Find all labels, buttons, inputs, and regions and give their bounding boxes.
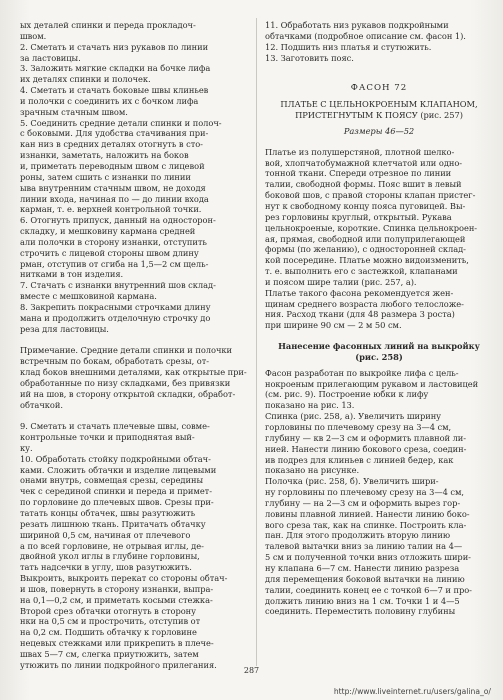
text-line: ну клапана 6—7 см. Нанести линию разреза	[265, 562, 460, 573]
page-number: 287	[243, 666, 260, 675]
text-line: по горловине до плечевых швов. Срезы при-	[20, 497, 214, 508]
text-line: встречным по бокам, обработать срезы, от-	[20, 356, 209, 367]
text-line: Фасон разработан по выкройке лифа с цель-	[265, 367, 459, 378]
text-line: контрольные точки и приподнятая вый-	[20, 432, 195, 443]
text-line: Примечание. Средние детали спинки и полочки	[20, 345, 232, 356]
text-line: нецевых стежками или прикрепить в плече-	[20, 638, 214, 649]
text-line: вого среза так, как на спинке. Построить кла-	[265, 519, 467, 530]
text-line: ив подрез для клиньев с линией бедер, как	[265, 454, 454, 465]
title-line: (рис. 258)	[355, 351, 403, 362]
text-line	[20, 410, 252, 421]
dress-description	[265, 147, 493, 331]
title-line: Нанесение фасонных линий на выкройку	[278, 341, 480, 352]
text-line: клад боков внешними деталями, как открытые при-	[20, 367, 247, 377]
text-line: двойной укол иглы в глубине горловины,	[20, 551, 200, 562]
column-divider	[256, 18, 257, 666]
text-line: резать лишнюю ткань. Притачать обтачку	[20, 518, 206, 529]
continued-items	[265, 20, 493, 63]
text-line: нитками в тон изделия.	[20, 269, 124, 280]
text-line: 3. Заложить мягкие складки на бочке лифа	[20, 63, 211, 74]
text-line: талии, соединить конец ее с точкой 6—7 и про-	[265, 584, 472, 595]
text-line: 6. Отогнуть припуск, данный на односторон-	[20, 215, 216, 226]
text-line: обработанные по низу складками, без привязки	[20, 377, 231, 388]
text-line: боковой шов, с правой стороны клапан пристег-	[265, 190, 476, 201]
text-line: тонной ткани. Спереди отрезное по линии	[265, 168, 452, 179]
size-range: Размеры 46—52	[343, 125, 415, 136]
text-line: 9. Сметать и стачать плечевые швы, совме-	[20, 421, 210, 432]
text-line: али полочки в сторону изнанки, отступить	[20, 236, 207, 247]
text-line: с боковыми. Для удобства стачивания при-	[20, 128, 209, 139]
text-line: реза для ластовицы.	[20, 323, 109, 334]
text-line: на 0,1—0,2 см, и приметать косыми стежка-	[20, 594, 213, 605]
text-line: Полочка (рис. 258, б). Увеличить шири-	[265, 476, 439, 487]
text-line: ну горловины по плечевому срезу на 3—4 см,	[265, 487, 465, 498]
text-line: рман, отступив от сгиба на 1,5—2 см щель-	[20, 258, 209, 269]
text-line: Платье из полушерстяной, плотной шелко-	[265, 146, 455, 157]
text-line: Спинка (рис. 258, а). Увеличить ширину	[265, 411, 442, 422]
text-line: ками. Сложить обтачки и изделие лицевыми	[20, 464, 217, 475]
text-line: нут к свободному концу пояса пуговицей. Вы-	[265, 200, 466, 211]
text-line: глубину — на 2—3 см и оформить вырез гор-	[265, 497, 461, 508]
text-line: зрачным стачным швом.	[20, 106, 128, 117]
text-line: ий на шов, в сторону открытой складки, обработ-	[20, 388, 236, 399]
style-heading: ФАСОН 72	[350, 83, 408, 94]
text-line: 8. Закрепить покрасными строчками длину	[20, 301, 211, 312]
text-line: т. е. выполнить его с застежкой, клапанами	[265, 266, 458, 277]
text-line: показано на рисунке.	[265, 465, 360, 476]
text-line: нией. Нанести линию бокового среза, соедин-	[265, 443, 467, 454]
text-line: за ластовицы.	[20, 52, 81, 63]
text-line: изнанки, заметать, наложить на боков	[20, 150, 189, 161]
section-title	[265, 341, 493, 363]
text-line: 5. Соединить средние детали спинки и полоч-	[20, 117, 222, 128]
text-line: и полочки с соединить их с бочком лифа	[20, 95, 199, 106]
text-line: талии, свободной формы. Пояс вшит в левый	[265, 179, 462, 190]
text-line: татать концы обтачек, швы разутюжить	[20, 507, 196, 518]
style-title	[265, 99, 493, 121]
text-line: линии входа, начиная по — до линии входа	[20, 193, 209, 204]
text-line: ловины плавной линией. Нанести линию боко-	[265, 508, 470, 519]
text-line: строчить с лицевой стороны швом длину	[20, 247, 199, 258]
text-line: глубину — кв 2—3 см и оформить плавной ли-	[265, 432, 467, 443]
text-line: и поясом шире талии (рис. 257, а).	[265, 276, 417, 287]
text-line: 11. Обработать низ рукавов подкройными	[265, 20, 449, 30]
text-line: Второй срез обтачки отогнуть в сторону	[20, 605, 196, 616]
text-line: кой посередине. Платье можно видоизменить,	[265, 255, 469, 266]
text-line: ку.	[20, 442, 33, 453]
text-line: утюжить по линии подкройного прилегания.	[20, 659, 217, 670]
text-line: при ширине 90 см — 2 м 50 см.	[265, 320, 402, 331]
text-line: должить линию вниз на 1 см. Точки 1 и 4—5	[265, 595, 460, 606]
text-line: рез горловины круглый, открытый. Рукава	[265, 211, 452, 222]
text-line: обтачкой.	[20, 399, 63, 410]
text-line: ая, прямая, свободной или полуприлегающей	[265, 233, 466, 244]
text-line: показано на рис. 13.	[265, 400, 355, 411]
text-line: 10. Обработать стойку подкройными обтач-	[20, 453, 211, 464]
text-line: 12. Подшить низ платья и стутюжить.	[265, 41, 432, 52]
text-line: ыва внутренним стачным швом, не доходя	[20, 182, 206, 193]
left-column	[20, 20, 252, 671]
instructions-body	[265, 368, 493, 617]
text-line: карман, т. е. верхней контрольной точки.	[20, 204, 202, 215]
text-line	[20, 334, 252, 345]
text-line: роны, затем сшить с изнанки по линии	[20, 171, 191, 182]
text-line: нокроеным прилегающим рукавом и ластовицей	[265, 378, 479, 389]
text-line: их деталях спинки и полочек.	[20, 74, 151, 85]
text-line: ых деталей спинки и переда прокладоч-	[20, 20, 196, 30]
text-line: на 0,2 см. Подшить обтачку к горловине	[20, 627, 197, 638]
text-line: швом.	[20, 30, 47, 41]
text-line: для перемещения боковой вытачки на линию	[265, 573, 465, 584]
text-line: и, приметать переводным швом с лицевой	[20, 160, 205, 171]
title-line: ПЛАТЬЕ С ЦЕЛЬНОКРОЕНЫМ КЛАПАНОМ,	[280, 99, 478, 110]
text-line: пан. Для этого продолжить вторую линию	[265, 530, 450, 541]
text-line: складку, и мешковину кармана средней	[20, 226, 196, 237]
text-line: мана и продолжить отделочную строчку до	[20, 312, 211, 323]
source-url[interactable]: http://www.liveinternet.ru/users/galina_o/	[333, 687, 491, 696]
text-line: щинам среднего возраста любого телосложе-	[265, 298, 464, 309]
text-line: цельнокроеные, короткие. Спинка цельнокроен-	[265, 222, 478, 233]
text-line: горловины по плечевому срезу на 3—4 см,	[265, 422, 452, 432]
text-line: Выкроить, выкроить перекат со стороны обтач-	[20, 573, 228, 584]
text-line: обтачками (подробное описание см. фасон 1).	[265, 30, 466, 41]
title-line: ПРИСТЕГНУТЫМ К ПОЯСУ (рис. 257)	[295, 110, 463, 121]
text-line: тать надсечки в углу, шов разутюжить.	[20, 562, 192, 573]
text-line: 2. Сметать и стачать низ рукавов по линии	[20, 41, 209, 52]
text-line: 13. Заготовить пояс.	[265, 52, 354, 63]
text-line: и шов, повернуть в сторону изнанки, выпра-	[20, 583, 214, 594]
text-line: кан низ в средних деталях отогнуть в сто-	[20, 139, 203, 150]
text-line: онами внутрь, совмещая срезы, середины	[20, 475, 203, 486]
text-line: Платье такого фасона рекомендуется жен-	[265, 287, 454, 298]
text-line: ния. Расход ткани (для 48 размера 3 роста)	[265, 309, 455, 320]
text-line: талевой вытачки вниз за линию талии на 4—	[265, 541, 463, 552]
text-line: вместе с мешковиной кармана.	[20, 291, 157, 302]
text-line: 5 см и полученной точки вниз отложить шири-	[265, 552, 471, 563]
text-line: вой, хлопчатобумажной клетчатой или одно-	[265, 157, 463, 168]
text-line: 7. Стачать с изнанки внутренний шов склад-	[20, 280, 216, 291]
text-line: чек с серединой спинки и переда и примет-	[20, 486, 212, 497]
text-line: швах 5—7 см, слегка приутюжить, затем	[20, 648, 199, 659]
text-line: шириной 0,5 см, начиная от плечевого	[20, 529, 191, 540]
text-line: а по всей горловине, не отрывая иглы, де-	[20, 540, 204, 551]
text-line: нки на 0,5 см и прострочить, отступив от	[20, 616, 201, 627]
text-line: формы (по желанию), с односторонней склад-	[265, 244, 466, 255]
text-line: (см. рис. 9). Построение юбки к лифу	[265, 389, 429, 400]
text-line: соединить. Переместить половину глубины	[265, 606, 456, 617]
right-column	[265, 20, 493, 617]
text-line: 4. Сметать и стачать боковые швы клиньев	[20, 85, 209, 96]
